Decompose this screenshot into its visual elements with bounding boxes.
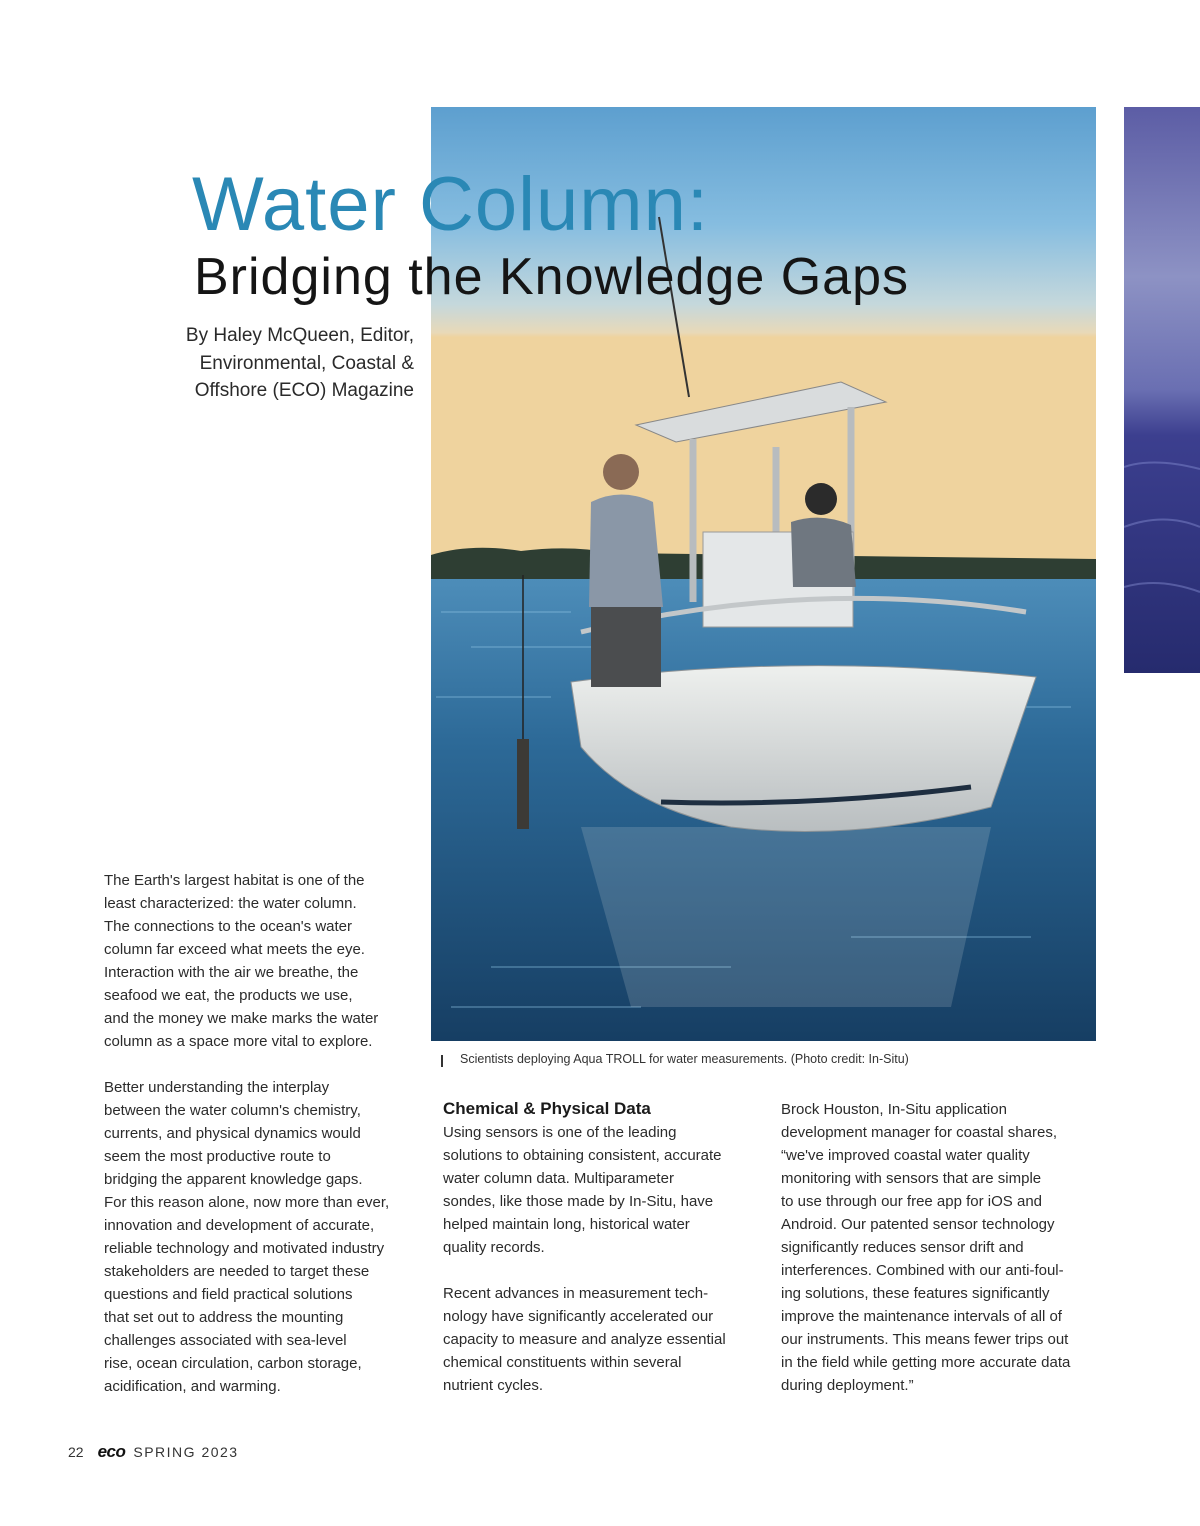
text-line: The connections to the ocean's water [104,918,353,935]
text-line: Android. Our patented sensor technology [781,1216,1055,1233]
text-line: Better understanding the interplay [104,1079,330,1096]
text-line: acidification, and warming. [104,1378,281,1395]
text-line: seem the most productive route to [104,1148,331,1165]
page-footer [68,1442,239,1462]
text-line: stakeholders are needed to target these [104,1263,370,1280]
text-line: nutrient cycles. [443,1377,544,1394]
text-line: ing solutions, these features significantly [781,1285,1050,1302]
text-line: Brock Houston, In-Situ application [781,1101,1007,1118]
text-line: seafood we eat, the products we use, [104,987,353,1004]
section-subhead: Chemical & Physical Data [443,1099,651,1118]
text-line: reliable technology and motivated industry [104,1240,385,1257]
paragraph [104,1076,424,1398]
text-line: challenges associated with sea-level [104,1332,347,1349]
byline-line: By Haley McQueen, Editor, [185,325,414,346]
text-line: rise, ocean circulation, carbon storage, [104,1355,362,1372]
text-line: nology have significantly accelerated our [443,1308,714,1325]
text-line: in the field while getting more accurate data [781,1354,1071,1371]
text-line: Recent advances in measurement tech- [443,1285,709,1302]
page-number: 22 [68,1444,84,1460]
text-line: water column data. Multiparameter [443,1170,674,1187]
photo-caption: Scientists deploying Aqua TROLL for water measurements. (Photo credit: In-Situ) [460,1052,909,1066]
text-line: For this reason alone, now more than ever, [104,1194,390,1211]
text-line: sondes, like those made by In-Situ, have [443,1193,714,1210]
text-line: development manager for coastal shares, [781,1124,1057,1141]
text-line: improve the maintenance intervals of all of [781,1308,1062,1325]
text-line: significantly reduces sensor drift and [781,1239,1024,1256]
text-line: our instruments. This means fewer trips out [781,1331,1069,1348]
text-line: that set out to address the mounting [104,1309,344,1326]
text-line: bridging the apparent knowledge gaps. [104,1171,363,1188]
text-line: to use through our free app for iOS and [781,1193,1042,1210]
body-column-3 [781,1098,1101,1397]
paragraph [104,869,424,1053]
text-line: questions and field practical solutions [104,1286,353,1303]
ocean-wave-photo [1124,107,1200,673]
text-line: and the money we make marks the water [104,1010,379,1027]
paragraph [443,1121,763,1259]
text-line: “we've improved coastal water quality [781,1147,1030,1164]
text-line: column far exceed what meets the eye. [104,941,365,958]
byline-line: Offshore (ECO) Magazine [194,380,414,401]
caption-marker [441,1055,443,1067]
text-line: The Earth's largest habitat is one of the [104,872,365,889]
paragraph [443,1282,763,1397]
magazine-logo: eco [97,1442,126,1461]
byline-line: Environmental, Coastal & [199,352,414,374]
text-line: innovation and development of accurate, [104,1217,375,1234]
text-line: solutions to obtaining consistent, accurate [443,1147,722,1164]
text-line: Interaction with the air we breathe, the [104,964,359,981]
text-line: between the water column's chemistry, [104,1102,361,1119]
paragraph [781,1098,1101,1397]
text-line: Using sensors is one of the leading [443,1124,677,1141]
body-column-2 [443,1097,763,1397]
issue-label: SPRING 2023 [133,1444,239,1460]
article-title-line2: Bridging the Knowledge Gaps [194,248,910,306]
text-line: interferences. Combined with our anti-foul- [781,1262,1064,1279]
text-line: column as a space more vital to explore. [104,1033,373,1050]
text-line: monitoring with sensors that are simple [781,1170,1042,1187]
article-title-line1: Water Column: [192,162,709,247]
text-line: least characterized: the water column. [104,895,357,912]
body-column-1 [104,869,424,1398]
text-line: currents, and physical dynamics would [104,1125,361,1142]
text-line: during deployment.” [781,1377,914,1394]
byline [100,322,414,405]
text-line: helped maintain long, historical water [443,1216,690,1233]
text-line: quality records. [443,1239,545,1256]
text-line: capacity to measure and analyze essential [443,1331,726,1348]
text-line: chemical constituents within several [443,1354,682,1371]
